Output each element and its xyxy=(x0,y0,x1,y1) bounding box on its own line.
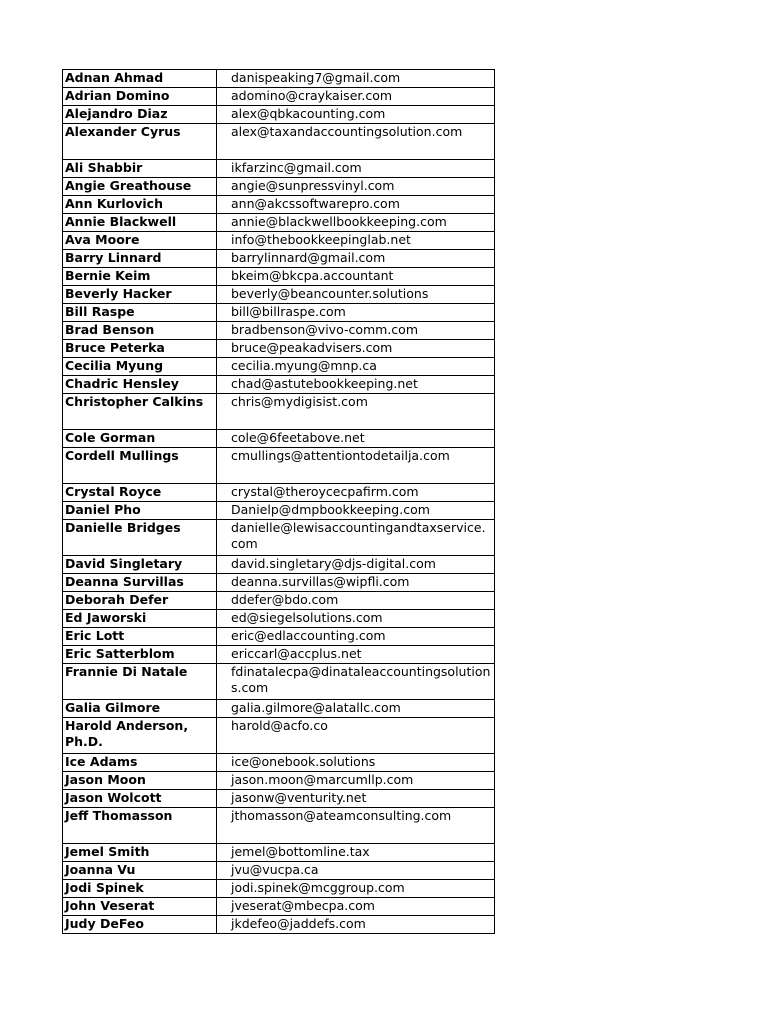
contact-name-cell: Brad Benson xyxy=(63,322,217,340)
table-row xyxy=(63,232,495,250)
contact-email-cell: alex@taxandaccountingsolution.com xyxy=(217,124,495,160)
contact-email-cell: chris@mydigisist.com xyxy=(217,394,495,430)
contact-name-cell: Joanna Vu xyxy=(63,862,217,880)
contact-email-cell: jasonw@venturity.net xyxy=(217,790,495,808)
contact-name-cell: Eric Lott xyxy=(63,628,217,646)
contact-name-cell: Bill Raspe xyxy=(63,304,217,322)
contact-email-cell: david.singletary@djs-digital.com xyxy=(217,556,495,574)
contact-email-cell: danielle@lewisaccountingandtaxservice.com xyxy=(217,520,495,556)
table-row xyxy=(63,70,495,88)
table-row xyxy=(63,304,495,322)
contact-email-cell: cole@6feetabove.net xyxy=(217,430,495,448)
contact-email-cell: Danielp@dmpbookkeeping.com xyxy=(217,502,495,520)
table-row xyxy=(63,340,495,358)
contact-name-cell: Deborah Defer xyxy=(63,592,217,610)
contact-email-cell: ed@siegelsolutions.com xyxy=(217,610,495,628)
contact-name-cell: Alexander Cyrus xyxy=(63,124,217,160)
contact-name-cell: Ed Jaworski xyxy=(63,610,217,628)
table-row xyxy=(63,286,495,304)
contact-email-cell: eric@edlaccounting.com xyxy=(217,628,495,646)
table-row xyxy=(63,214,495,232)
contact-name-cell: Adrian Domino xyxy=(63,88,217,106)
contact-name-cell: Daniel Pho xyxy=(63,502,217,520)
contact-name-cell: Ava Moore xyxy=(63,232,217,250)
table-row xyxy=(63,790,495,808)
contact-name-cell: Ali Shabbir xyxy=(63,160,217,178)
contact-email-cell: jason.moon@marcumllp.com xyxy=(217,772,495,790)
table-row xyxy=(63,610,495,628)
contact-email-cell: alex@qbkacounting.com xyxy=(217,106,495,124)
contact-name-cell: Cole Gorman xyxy=(63,430,217,448)
contact-name-cell: Annie Blackwell xyxy=(63,214,217,232)
contact-name-cell: Judy DeFeo xyxy=(63,916,217,934)
contact-email-cell: annie@blackwellbookkeeping.com xyxy=(217,214,495,232)
contact-email-cell: bkeim@bkcpa.accountant xyxy=(217,268,495,286)
contact-email-cell: cecilia.myung@mnp.ca xyxy=(217,358,495,376)
contact-name-cell: Adnan Ahmad xyxy=(63,70,217,88)
contacts-sheet xyxy=(62,69,495,934)
contact-email-cell: jthomasson@ateamconsulting.com xyxy=(217,808,495,844)
table-row xyxy=(63,808,495,844)
contact-name-cell: Danielle Bridges xyxy=(63,520,217,556)
contact-name-cell: David Singletary xyxy=(63,556,217,574)
contact-name-cell: Jeff Thomasson xyxy=(63,808,217,844)
contact-name-cell: Ann Kurlovich xyxy=(63,196,217,214)
table-row xyxy=(63,862,495,880)
contact-name-cell: Beverly Hacker xyxy=(63,286,217,304)
contact-name-cell: Bruce Peterka xyxy=(63,340,217,358)
contacts-table-body xyxy=(63,70,495,934)
contact-name-cell: Jemel Smith xyxy=(63,844,217,862)
table-row xyxy=(63,394,495,430)
table-row xyxy=(63,898,495,916)
table-row xyxy=(63,556,495,574)
table-row xyxy=(63,448,495,484)
table-row xyxy=(63,178,495,196)
table-row xyxy=(63,520,495,556)
contact-name-cell: Ice Adams xyxy=(63,754,217,772)
contact-email-cell: jveserat@mbecpa.com xyxy=(217,898,495,916)
contacts-table xyxy=(62,69,495,934)
table-row xyxy=(63,250,495,268)
contact-email-cell: angie@sunpressvinyl.com xyxy=(217,178,495,196)
contact-name-cell: Christopher Calkins xyxy=(63,394,217,430)
contact-name-cell: Alejandro Diaz xyxy=(63,106,217,124)
contact-email-cell: jemel@bottomline.tax xyxy=(217,844,495,862)
contact-email-cell: deanna.survillas@wipfli.com xyxy=(217,574,495,592)
table-row xyxy=(63,430,495,448)
table-row xyxy=(63,358,495,376)
contact-email-cell: barrylinnard@gmail.com xyxy=(217,250,495,268)
contact-name-cell: Deanna Survillas xyxy=(63,574,217,592)
table-row xyxy=(63,844,495,862)
contact-email-cell: bill@billraspe.com xyxy=(217,304,495,322)
contact-name-cell: Bernie Keim xyxy=(63,268,217,286)
contact-email-cell: beverly@beancounter.solutions xyxy=(217,286,495,304)
table-row xyxy=(63,484,495,502)
contact-name-cell: John Veserat xyxy=(63,898,217,916)
contact-name-cell: Galia Gilmore xyxy=(63,700,217,718)
contact-name-cell: Jodi Spinek xyxy=(63,880,217,898)
contact-email-cell: cmullings@attentiontodetailja.com xyxy=(217,448,495,484)
table-row xyxy=(63,916,495,934)
contact-name-cell: Harold Anderson, Ph.D. xyxy=(63,718,217,754)
contact-name-cell: Chadric Hensley xyxy=(63,376,217,394)
table-row xyxy=(63,502,495,520)
contact-name-cell: Cordell Mullings xyxy=(63,448,217,484)
table-row xyxy=(63,700,495,718)
table-row xyxy=(63,574,495,592)
table-row xyxy=(63,88,495,106)
table-row xyxy=(63,754,495,772)
table-row xyxy=(63,196,495,214)
contact-name-cell: Jason Moon xyxy=(63,772,217,790)
contact-email-cell: jodi.spinek@mcggroup.com xyxy=(217,880,495,898)
contact-email-cell: danispeaking7@gmail.com xyxy=(217,70,495,88)
contact-email-cell: chad@astutebookkeeping.net xyxy=(217,376,495,394)
contact-name-cell: Cecilia Myung xyxy=(63,358,217,376)
contact-email-cell: jkdefeo@jaddefs.com xyxy=(217,916,495,934)
contact-name-cell: Frannie Di Natale xyxy=(63,664,217,700)
table-row xyxy=(63,268,495,286)
table-row xyxy=(63,664,495,700)
table-row xyxy=(63,718,495,754)
contact-email-cell: bruce@peakadvisers.com xyxy=(217,340,495,358)
table-row xyxy=(63,628,495,646)
contact-email-cell: info@thebookkeepinglab.net xyxy=(217,232,495,250)
contact-email-cell: ddefer@bdo.com xyxy=(217,592,495,610)
contact-email-cell: jvu@vucpa.ca xyxy=(217,862,495,880)
contact-email-cell: ann@akcssoftwarepro.com xyxy=(217,196,495,214)
contact-name-cell: Jason Wolcott xyxy=(63,790,217,808)
contact-email-cell: harold@acfo.co xyxy=(217,718,495,754)
table-row xyxy=(63,106,495,124)
contact-email-cell: crystal@theroycecpafirm.com xyxy=(217,484,495,502)
contact-email-cell: ericcarl@accplus.net xyxy=(217,646,495,664)
contact-email-cell: bradbenson@vivo-comm.com xyxy=(217,322,495,340)
contact-email-cell: ice@onebook.solutions xyxy=(217,754,495,772)
table-row xyxy=(63,646,495,664)
table-row xyxy=(63,124,495,160)
table-row xyxy=(63,772,495,790)
contact-name-cell: Eric Satterblom xyxy=(63,646,217,664)
table-row xyxy=(63,322,495,340)
table-row xyxy=(63,376,495,394)
table-row xyxy=(63,160,495,178)
contact-email-cell: fdinatalecpa@dinataleaccountingsolutions.com xyxy=(217,664,495,700)
contact-email-cell: ikfarzinc@gmail.com xyxy=(217,160,495,178)
contact-name-cell: Barry Linnard xyxy=(63,250,217,268)
table-row xyxy=(63,880,495,898)
contact-email-cell: adomino@craykaiser.com xyxy=(217,88,495,106)
contact-name-cell: Crystal Royce xyxy=(63,484,217,502)
table-row xyxy=(63,592,495,610)
contact-email-cell: galia.gilmore@alatallc.com xyxy=(217,700,495,718)
contact-name-cell: Angie Greathouse xyxy=(63,178,217,196)
